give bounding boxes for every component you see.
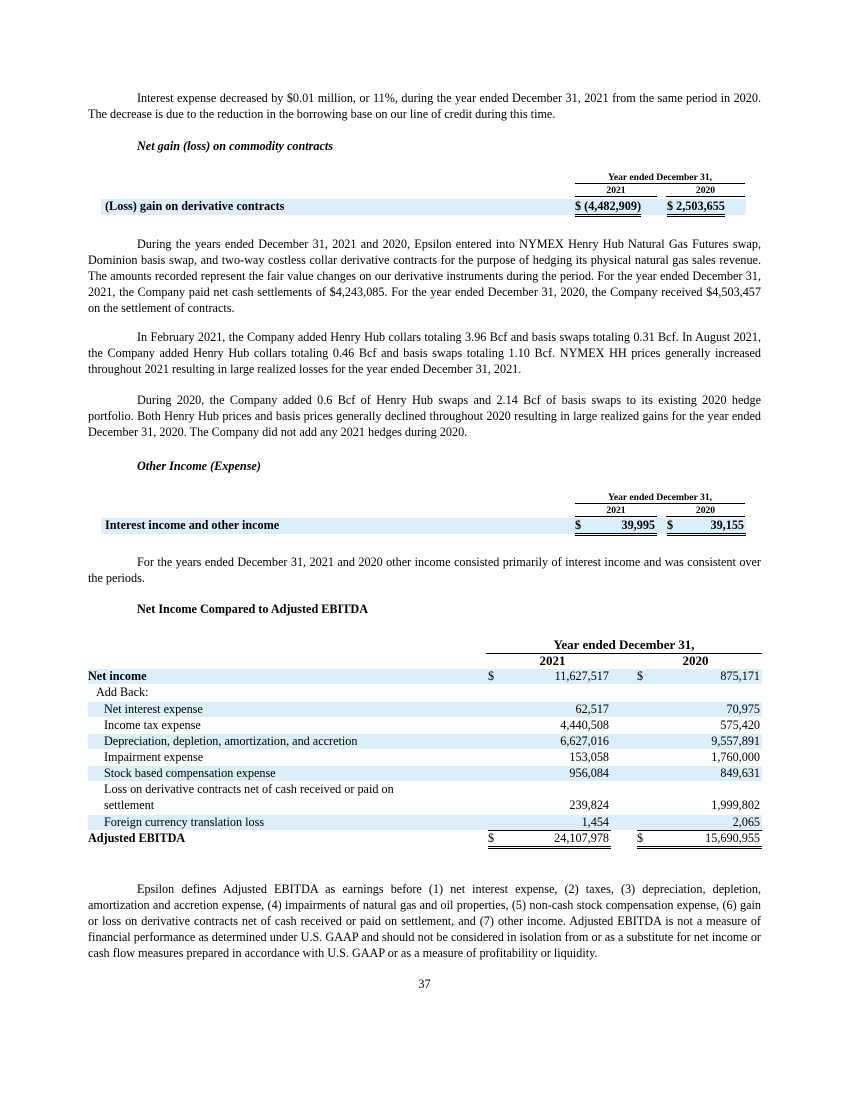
net-income-2021: 11,627,517 — [554, 669, 609, 683]
table-row — [88, 718, 762, 733]
commodity-row — [101, 199, 746, 215]
other-currency-2020: $ — [667, 518, 674, 532]
ebitda-year-2020: 2020 — [629, 653, 762, 670]
net-income-currency-2020: $ — [637, 669, 644, 683]
commodity-year-2021: 2021 — [575, 185, 657, 197]
adjusted-ebitda-2021: 24,107,978 — [554, 831, 609, 845]
row-value-2020: 70,975 — [726, 702, 760, 716]
row-label: Depreciation, depletion, amortization, and accretion — [104, 734, 358, 748]
table-row — [88, 750, 762, 765]
feb2021-paragraph: In February 2021, the Company added Henry Hub collars totaling 3.96 Bcf and basis swaps totaling 0.31 Bcf. In August 2021, the Company added Henry Hub collars totaling 0.46 Bcf and basis swaps totaling 1.10 Bcf. NYMEX HH prices generally increased throughout 2021 resulting in large realized losses for the year ended December 31, 2021. — [88, 330, 761, 376]
net-income-currency-2021: $ — [488, 669, 495, 683]
2020-hedges-paragraph: During 2020, the Company added 0.6 Bcf of Henry Hub swaps and 2.14 Bcf of basis swaps to its existing 2020 hedge portfolio. Both Henry Hub prices and basis prices generally declined throughout 2020 resulting in large realized gains for the year ended December 31, 2020. The Company did not add any 2021 hedges during 2020. — [88, 393, 761, 439]
row-value-2020: 575,420 — [720, 718, 760, 732]
other-value-2020: 39,155 — [710, 518, 744, 532]
row-value-2020: 849,631 — [720, 766, 760, 780]
table-row — [88, 734, 762, 749]
row-value-2021: 956,084 — [569, 766, 609, 780]
table-row — [88, 702, 762, 717]
fx-loss-row — [88, 815, 762, 830]
row-value-2021: 4,440,508 — [560, 718, 609, 732]
commodity-value-2020: $ 2,503,655 — [667, 199, 725, 217]
net-income-2020: 875,171 — [720, 669, 760, 683]
ebitda-table-header: Year ended December 31, — [486, 637, 762, 654]
net-income-row — [88, 669, 762, 684]
other-value-2021: 39,995 — [621, 518, 655, 532]
other-income-row — [101, 518, 746, 534]
row-value-2020: 9,557,891 — [711, 734, 760, 748]
fx-value-2021: 1,454 — [581, 815, 609, 829]
intro-paragraph: Interest expense decreased by $0.01 million, or 11%, during the year ended December 31, 2021 from the same period in 2020. The decrease is due to the reduction in the borrowing base on our line of credit during this time. — [88, 91, 761, 121]
other-income-paragraph: For the years ended December 31, 2021 and 2020 other income consisted primarily of interest income and was consistent over the periods. — [88, 555, 761, 585]
row-value-2021: 6,627,016 — [560, 734, 609, 748]
commodity-year-2020: 2020 — [666, 185, 745, 197]
row-value-2021: 62,517 — [575, 702, 609, 716]
loss-label-line1: Loss on derivative contracts net of cash received or paid on — [104, 782, 394, 796]
other-income-heading: Other Income (Expense) — [137, 459, 261, 473]
fx-value-2020: 2,065 — [732, 815, 760, 829]
ebitda-year-2021: 2021 — [486, 653, 619, 670]
row-label: Stock based compensation expense — [104, 766, 276, 780]
other-table-header: Year ended December 31, — [575, 492, 745, 504]
other-year-2021: 2021 — [575, 505, 657, 517]
derivatives-paragraph: During the years ended December 31, 2021 and 2020, Epsilon entered into NYMEX Henry Hub Natural Gas Futures swap, Dominion basis swap, and two-way costless collar derivative contracts for the purpose of hedging its physical natural gas sales revenue. The amounts recorded represent the fair value changes on our derivative instruments during the period. For the year ended December 31, 2021, the Company paid net cash settlements of $4,243,085. For the year ended December 31, 2020, the Company received $4,503,457 on the settlement of contracts. — [88, 237, 761, 315]
adjusted-ebitda-label: Adjusted EBITDA — [88, 831, 186, 845]
page-number: 37 — [418, 977, 431, 991]
loss-value-2020: 1,999,802 — [711, 798, 760, 812]
row-value-2020: 1,760,000 — [711, 750, 760, 764]
row-label: Impairment expense — [104, 750, 204, 764]
row-label: Income tax expense — [104, 718, 201, 732]
loss-value-2021: 239,824 — [569, 798, 609, 812]
table-row — [88, 766, 762, 781]
other-row-label: Interest income and other income — [105, 518, 280, 532]
other-year-2020: 2020 — [666, 505, 745, 517]
adjusted-ebitda-2020: 15,690,955 — [705, 831, 760, 845]
ebitda-heading: Net Income Compared to Adjusted EBITDA — [137, 602, 369, 616]
commodity-value-2021: $ (4,482,909) — [575, 199, 641, 217]
loss-derivatives-row — [88, 782, 762, 814]
net-income-label: Net income — [88, 669, 147, 683]
row-label: Net interest expense — [104, 702, 203, 716]
other-currency-2021: $ — [575, 518, 582, 532]
add-back-row — [88, 685, 762, 700]
definition-paragraph: Epsilon defines Adjusted EBITDA as earnings before (1) net interest expense, (2) taxes, (3) depreciation, depletion, amortization and accretion expense, (4) impairments of natural gas and oil properties, (5) non-cash stock compensation expense, (6) gain or loss on derivative contracts net of cash received or paid on settlement, and (7) other income. Adjusted EBITDA is not a measure of financial performance as determined under U.S. GAAP and should not be considered in isolation from or as a substitute for net income or cash flow measures prepared in accordance with U.S. GAAP or as a measure of profitability or liquidity. — [88, 882, 761, 960]
adjusted-currency-2021: $ — [488, 831, 495, 845]
commodity-heading: Net gain (loss) on commodity contracts — [137, 139, 334, 153]
commodity-row-label: (Loss) gain on derivative contracts — [105, 199, 285, 213]
loss-label-line2: settlement — [104, 798, 155, 812]
fx-label: Foreign currency translation loss — [104, 815, 265, 829]
adjusted-currency-2020: $ — [637, 831, 644, 845]
adjusted-ebitda-row — [88, 831, 762, 846]
row-value-2021: 153,058 — [569, 750, 609, 764]
commodity-table-header: Year ended December 31, — [575, 172, 745, 184]
add-back-label: Add Back: — [96, 685, 149, 699]
